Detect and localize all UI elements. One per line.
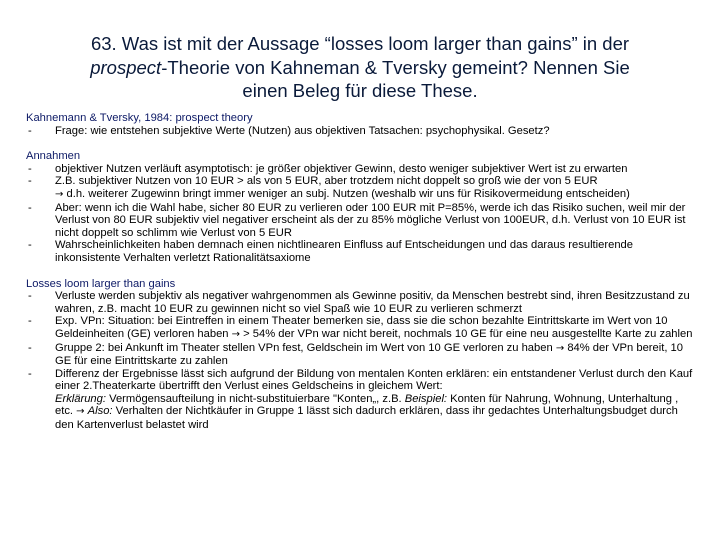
list-item bbox=[26, 342, 698, 368]
list-item-text: Frage: wie entstehen subjektive Werte (Nutzen) aus objektiven Tatsachen: psychophysikal. Gesetz? bbox=[55, 124, 550, 137]
list-item-text: Aber: wenn ich die Wahl habe, sicher 80 EUR zu verlieren oder 100 EUR mit P=85%, werde ich das Risiko suchen, weil mir der Verlust von 80 EUR subjektiv viel negativer erscheint als der zu 85% mögliche Verlust von 100EUR, d.h. Verlust von 10 EUR ist nicht doppelt so schlimm wie Verlust von 5 EUR bbox=[55, 201, 686, 239]
dash-bullet-icon: - bbox=[28, 175, 32, 188]
section-prospect-theory bbox=[26, 112, 698, 137]
section-losses-loom-larger bbox=[26, 278, 698, 432]
list-item bbox=[26, 239, 698, 264]
list-item bbox=[26, 125, 698, 138]
section-heading: Annahmen bbox=[26, 150, 81, 163]
list-item-text: Exp. VPn: Situation: bei Eintreffen in einem Theater bemerken sie, dass sie die schon bezahlte Eintrittskarte im Wert von 10 Geldeinheiten (GE) verloren haben bbox=[55, 315, 668, 340]
section-annahmen bbox=[26, 150, 698, 264]
title-line-3: einen Beleg für diese These. bbox=[242, 80, 478, 101]
slide-title bbox=[24, 32, 696, 103]
slide-content bbox=[26, 112, 698, 445]
dash-bullet-icon: - bbox=[28, 367, 32, 380]
list-item bbox=[26, 315, 698, 341]
list-item-text: Verhalten der Nichtkäufer in Gruppe 1 lässt sich dadurch erklären, dass ihr gedachtes Unterhaltungsbudget durch den Kartenverlust belastet wird bbox=[55, 405, 678, 432]
arrow-right-icon: → bbox=[76, 406, 85, 418]
dash-bullet-icon: - bbox=[28, 201, 32, 214]
label-also: Also: bbox=[87, 405, 113, 418]
dash-bullet-icon: - bbox=[28, 290, 32, 303]
list-item bbox=[26, 163, 698, 176]
dash-bullet-icon: - bbox=[28, 239, 32, 252]
list-item-text: Z.B. subjektiver Nutzen von 10 EUR > als von 5 EUR, aber trotzdem nicht doppelt so groß wie der von 5 EUR bbox=[55, 175, 598, 188]
list-item-text: Differenz der Ergebnisse lässt sich aufgrund der Bildung von mentalen Konten erklären: ein entstandener Verlust durch den Kauf einer 2.Theaterkarte übertrifft den Verlust eines Geldscheins in gleichem Wert: bbox=[55, 367, 693, 393]
section-heading: Kahnemann & Tversky, 1984: prospect theory bbox=[26, 112, 253, 124]
label-beispiel: Beispiel: bbox=[404, 392, 448, 405]
section-heading: Losses loom larger than gains bbox=[26, 277, 176, 290]
title-line-2: -Theorie von Kahneman & Tversky gemeint? Nennen Sie bbox=[161, 56, 630, 78]
dash-bullet-icon: - bbox=[28, 341, 32, 354]
label-erklaerung: Erklärung: bbox=[55, 392, 106, 405]
title-italic-word: prospect bbox=[90, 56, 162, 78]
list-item-text: Vermögensaufteilung in nicht-substituierbare "Konten„, z.B. bbox=[109, 392, 402, 405]
dash-bullet-icon: - bbox=[28, 315, 32, 328]
list-item-text: > 54% der VPn war nicht bereit, nochmals 10 GE für eine neu ausgestellte Karte zu zahlen bbox=[243, 327, 693, 340]
list-item-text: Gruppe 2: bei Ankunft im Theater stellen VPn fest, Geldschein im Wert von 10 GE verloren zu haben bbox=[55, 341, 553, 354]
list-item-text: 84% der VPn bereit, 10 GE für eine Eintrittskarte zu zahlen bbox=[55, 341, 683, 368]
list-item bbox=[26, 175, 698, 201]
list-item-text: Konten für Nahrung, Wohnung, Unterhaltung , etc. bbox=[55, 392, 679, 418]
arrow-right-icon: → bbox=[555, 342, 565, 354]
list-item bbox=[26, 368, 698, 432]
list-item-text: Wahrscheinlichkeiten haben demnach einen nichtlinearen Einfluss auf Entscheidungen und das daraus resultierende inkonsistente Verhalten verletzt Rationalitätsaxiome bbox=[55, 239, 633, 264]
dash-bullet-icon: - bbox=[28, 162, 32, 175]
list-item-text: Verluste werden subjektiv als negativer wahrgenommen als Gewinne positiv, da Menschen bestrebt sind, ihren Besitzzustand zu wahren, z.B. macht 10 EUR zu gewinnen nicht so viel Spaß wie 10 EUR zu verlieren schmerzt bbox=[55, 290, 690, 315]
list-item bbox=[26, 202, 698, 240]
dash-bullet-icon: - bbox=[28, 124, 32, 137]
arrow-right-icon: → bbox=[55, 188, 64, 200]
title-line-1: 63. Was ist mit der Aussage “losses loom larger than gains” in der bbox=[90, 33, 630, 54]
list-item-text: objektiver Nutzen verläuft asymptotisch: je größer objektiver Gewinn, desto weniger subjektiver Wert ist zu erwarten bbox=[55, 162, 628, 175]
list-item-text: d.h. weiterer Zugewinn bringt immer weniger an subj. Nutzen (weshalb wir uns für Risikovermeidung entscheiden) bbox=[66, 187, 630, 200]
list-item bbox=[26, 290, 698, 315]
arrow-right-icon: → bbox=[231, 328, 241, 340]
